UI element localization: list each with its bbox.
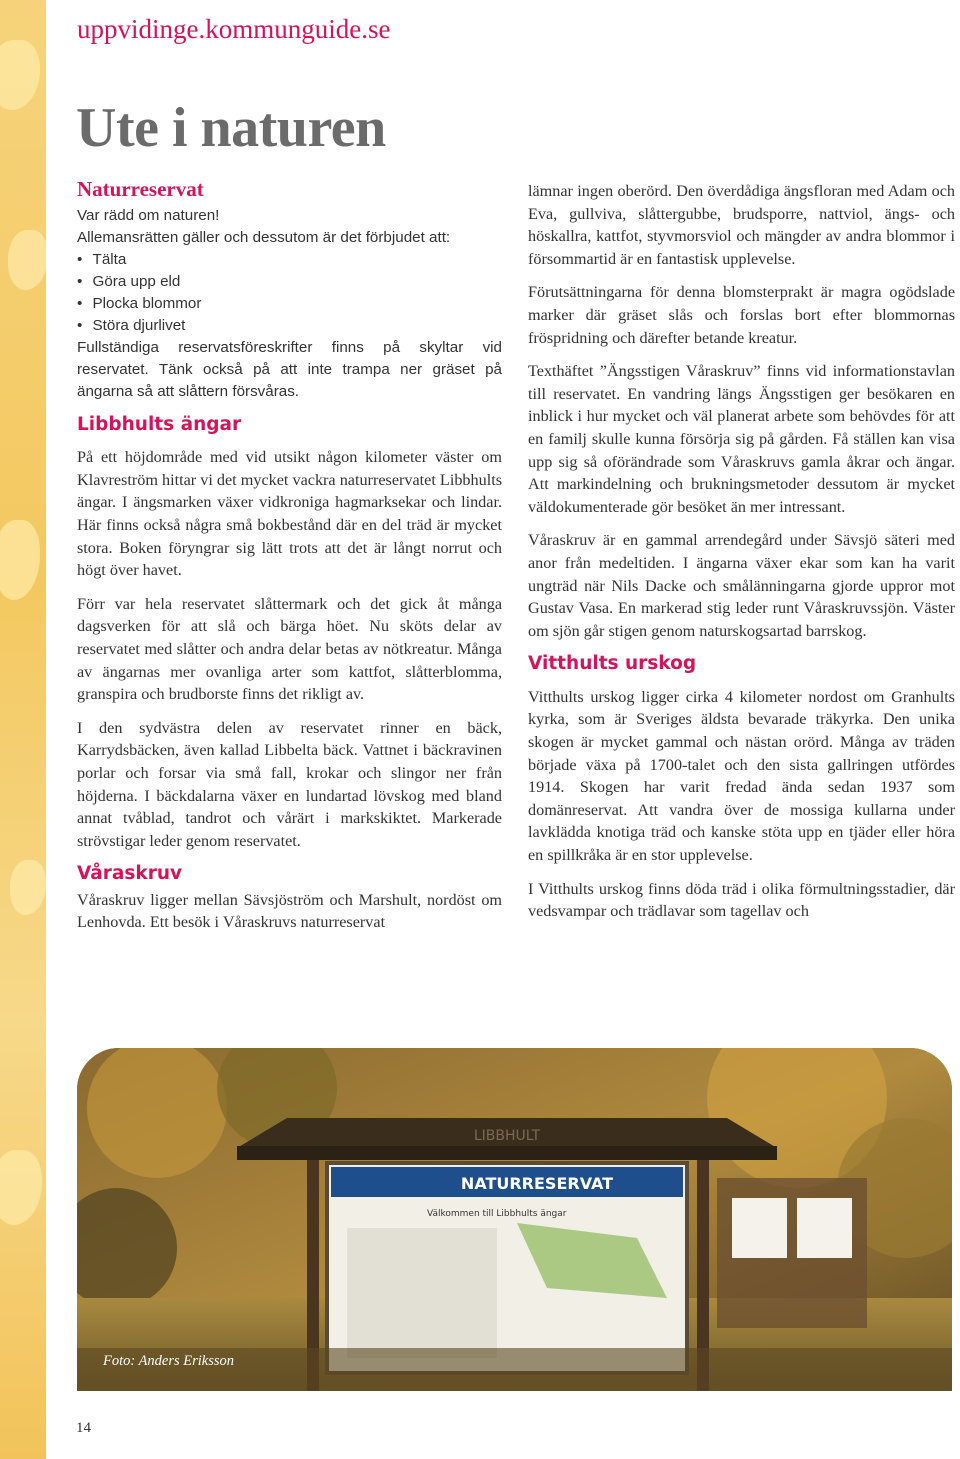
left-column (77, 178, 502, 945)
photo-caption: Foto: Anders Eriksson (103, 1353, 235, 1369)
heading-libbhults-angar: Libbhults ängar (77, 413, 242, 435)
prohibited-list (77, 249, 502, 337)
photo-illustration (77, 1048, 952, 1391)
page-number: 14 (76, 1420, 91, 1436)
page-title: Ute i naturen (76, 97, 386, 159)
paragraph-varaskruv-2: lämnar ingen oberörd. Den överdådiga ängsfloran med Adam och Eva, gullviva, slåttergubbe, brudsporre, nattviol, ängs- och höskallra, kattfot, styvmorsviol och mängder av andra blommor i försommartid är en fantastisk upplevelse. (528, 182, 955, 268)
paragraph-varaskruv-5: Våraskruv är en gammal arrendegård under Sävsjö säteri med anor från medeltiden. I ängarna växer ekar som kan ha varit ungträd när Nils Dacke och smålänningarna gjorde uppror mot Gustav Vasa. En markerad stig leder runt Våraskruvssjön. Väster om sjön går stigen genom naturskogsartad barrskog. (528, 531, 955, 640)
site-url: uppvidinge.kommunguide.se (77, 14, 391, 44)
paragraph-varaskruv-1: Våraskruv ligger mellan Sävsjöström och Marshult, nordöst om Lenhovda. Ett besök i Våraskruvs naturreservat (77, 890, 502, 932)
decorative-side-strip (0, 0, 46, 1459)
list-item: • Göra upp eld (77, 271, 502, 293)
list-item: • Tälta (77, 249, 502, 271)
heading-vitthults-urskog: Vitthults urskog (528, 653, 697, 675)
paragraph-rules: Fullständiga reservatsföreskrifter finns på skyltar vid reservatet. Tänk också på att inte trampa ner gräset på ängarna så att slåttern försvåras. (77, 338, 502, 400)
paragraph-vitthult-2: I Vitthults urskog finns döda träd i olika förmultningsstadier, där vedsvampar och trädlavar som tagellav och (528, 879, 955, 921)
roof-label: LIBBHULT (473, 1128, 541, 1144)
paragraph-allemansratten: Allemansrätten gäller och dessutom är det förbjudet att: (77, 228, 451, 246)
heading-varaskruv: Våraskruv (77, 863, 183, 885)
right-column (528, 180, 955, 934)
paragraph-varaskruv-4: Texthäftet ”Ängsstigen Våraskruv” finns vid informationstavlan till reservatet. En vandring längs Ängsstigen ger besökaren en inblick i hur mycket och väl planerat arbete som behövdes för att en familj skulle kunna försörja sig på gården. Få ställen kan visa upp sig så oförändrade som Våraskruvs gamla åkrar och ängar. Att markindelning och brukningsmetoder dessutom är mycket väldokumenterade gör besöket än mer intressant. (528, 362, 955, 516)
paragraph-libbhult-2: Förr var hela reservatet slåttermark och det gick åt många dagsverken för att slå och bärga höet. Nu sköts delar av reservatet med slåtter och andra delar betas av nötkreatur. Många av ängarnas mer ovanliga arter som kattfot, slåtterblomma, granspira och brudborste finns det rikligt av. (77, 594, 502, 704)
list-item: • Plocka blommor (77, 293, 502, 315)
paragraph-varaskruv-3: Förutsättningarna för denna blomsterprakt är magra ogödslade marker där gräset slås och forslas bort efter blommornas fröspridning och därefter betande kreatur. (528, 283, 955, 347)
paragraph-vitthult-1: Vitthults urskog ligger cirka 4 kilometer nordost om Granhults kyrka, som är Sveriges äldsta bevarade träkyrka. Den unika skogen är mycket gammal och nästan orörd. Många av träden började växa på 1700-talet och den sista gallringen utfördes 1914. Skogen har varit fredad ända sedan 1937 som domänreservat. Att vandra över de mossiga kullarna under lavklädda knotiga träd och kanske stöta upp en tjäder eller höra en spillkråka är en stor upplevelse. (528, 687, 955, 865)
paragraph-libbhult-3: I den sydvästra delen av reservatet rinner en bäck, Karrydsbäcken, även kallad Libbelta bäck. Vattnet i bäckravinen porlar och forsar via små fall, krokar och slingor ner från höjderna. I bäckdalarna växer en lundartad lövskog med bland annat tvåblad, tandrot och vårärt i markskiktet. Markerade strövstigar leder genom reservatet. (77, 718, 502, 850)
heading-naturreservat: Naturreservat (77, 177, 204, 201)
subheading-var-radd: Var rädd om naturen! (77, 206, 220, 224)
sign-title: NATURRESERVAT (460, 1174, 614, 1193)
paragraph-libbhult-1: På ett höjdområde med vid utsikt någon kilometer väster om Klavreström hittar vi det mycket vackra naturreservatet Libbhults ängar. I ängsmarken växer vidkroniga hagmarksekar och lindar. Här finns också några små bokbestånd där en del träd är mycket stora. Boken föryngrar sig lätt trots att det är långt norrut och högt över havet. (77, 448, 502, 580)
photo-information-board (77, 1048, 952, 1391)
sign-subtitle: Välkommen till Libbhults ängar (427, 1209, 567, 1219)
list-item: • Störa djurlivet (77, 315, 502, 337)
